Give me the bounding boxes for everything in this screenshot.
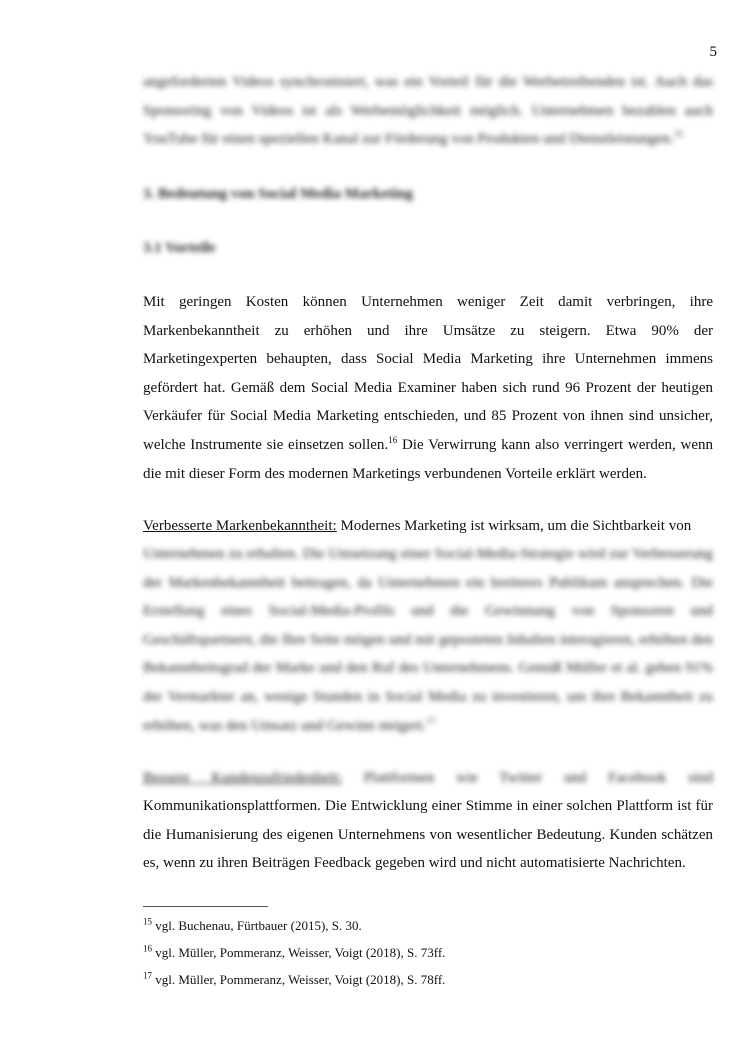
brand-awareness-first-text: Modernes Marketing ist wirksam, um die Sichtbarkeit von bbox=[336, 518, 692, 534]
loyalty-label: Bessere Kundenzufriedenheit: bbox=[143, 770, 343, 786]
advantages-paragraph bbox=[143, 288, 713, 488]
loyalty-paragraph bbox=[143, 792, 713, 878]
brand-footnote-ref: 17 bbox=[426, 715, 436, 726]
subsection-heading: 3.1 Vorteile bbox=[143, 240, 216, 256]
intro-paragraph-blurred bbox=[143, 68, 713, 154]
advantages-text: Mit geringen Kosten können Unternehmen weniger Zeit damit verbringen, ihre Markenbekanntheit zu erhöhen und ihre Umsätze zu steigern. Etwa 90% der Marketingexperten behaupten, dass Social Media Marketing ihre Unternehmen immens gefördert hat. Gemäß dem Social Media Examiner haben sich rund 96 Prozent der heutigen Verkäufer für Social Media Marketing entschieden, und 85 Prozent von ihnen sind unsicher, welche Instrumente sie einsetzen sollen. bbox=[143, 294, 713, 453]
loyalty-first-line-blurred bbox=[143, 764, 713, 793]
section-heading: 3. Bedeutung von Social Media Marketing bbox=[143, 186, 414, 202]
intro-paragraph-text: angeforderten Videos synchronisiert, was ein Vorteil für die Werbetreibenden ist. Auch das Sponsoring von Videos ist als Werbemöglichkeit möglich. Unternehmen bezahlen auch YouTube für einen speziellen Kanal zur Förderung von Produkten und Dienstleistungen. bbox=[143, 74, 713, 148]
loyalty-text: Kommunikationsplattformen. Die Entwicklung einer Stimme in einer solchen Plattform ist für die Humanisierung des eigenen Unternehmens von wesentlicher Bedeutung. Kunden schätzen es, wenn zu ihren Beiträgen Feedback gegeben wird und nicht automatisierte Nachrichten. bbox=[143, 798, 713, 872]
footnote-text: vgl. Müller, Pommeranz, Weisser, Voigt (2018), S. 78ff. bbox=[152, 972, 446, 987]
brand-awareness-rest: Unternehmen zu erhalten. Die Umsetzung einer Social-Media-Strategie wird zur Verbesserung der Markenbekanntheit beitragen, da Unternehmen ein breiteres Publikum ansprechen. Die Erstellung eines Social-Media-Profils und die Gewinnung von Sponsoren und Geschäftspartnern, die Ihre Seite mögen und mit geposteten Inhalten interagieren, erhöhen den Bekanntheitsgrad der Marke und den Ruf des Unternehmens. Gemäß Müller et al. geben 91% der Vermarkter an, wenige Stunden in Social Media zu investieren, um ihre Bekanntheit zu erhöhen, was den Umsatz und Gewinn steigert. bbox=[143, 546, 713, 734]
footnote-divider bbox=[143, 906, 268, 907]
footnote-16 bbox=[143, 945, 445, 961]
loyalty-first-text: Plattformen wie Twitter und Facebook sind bbox=[363, 770, 713, 786]
brand-awareness-first-line bbox=[143, 512, 713, 541]
page-number: 5 bbox=[709, 44, 717, 60]
advantages-footnote-ref: 16 bbox=[388, 434, 398, 445]
footnote-17 bbox=[143, 972, 445, 988]
advantages-tail: Die Verwirrung kann also verringert werden, wenn die mit dieser Form des modernen Marketings verbundenen Vorteile erklärt werden. bbox=[143, 436, 713, 482]
intro-footnote-ref: 15 bbox=[673, 129, 683, 140]
footnote-number: 16 bbox=[143, 943, 152, 954]
footnote-number: 15 bbox=[143, 916, 152, 927]
footnote-text: vgl. Buchenau, Fürtbauer (2015), S. 30. bbox=[152, 918, 362, 933]
footnote-number: 17 bbox=[143, 970, 152, 981]
footnote-text: vgl. Müller, Pommeranz, Weisser, Voigt (2018), S. 73ff. bbox=[152, 945, 446, 960]
brand-awareness-label: Verbesserte Markenbekanntheit: bbox=[143, 518, 337, 534]
footnote-15 bbox=[143, 918, 362, 934]
brand-awareness-paragraph-blurred bbox=[143, 540, 713, 740]
